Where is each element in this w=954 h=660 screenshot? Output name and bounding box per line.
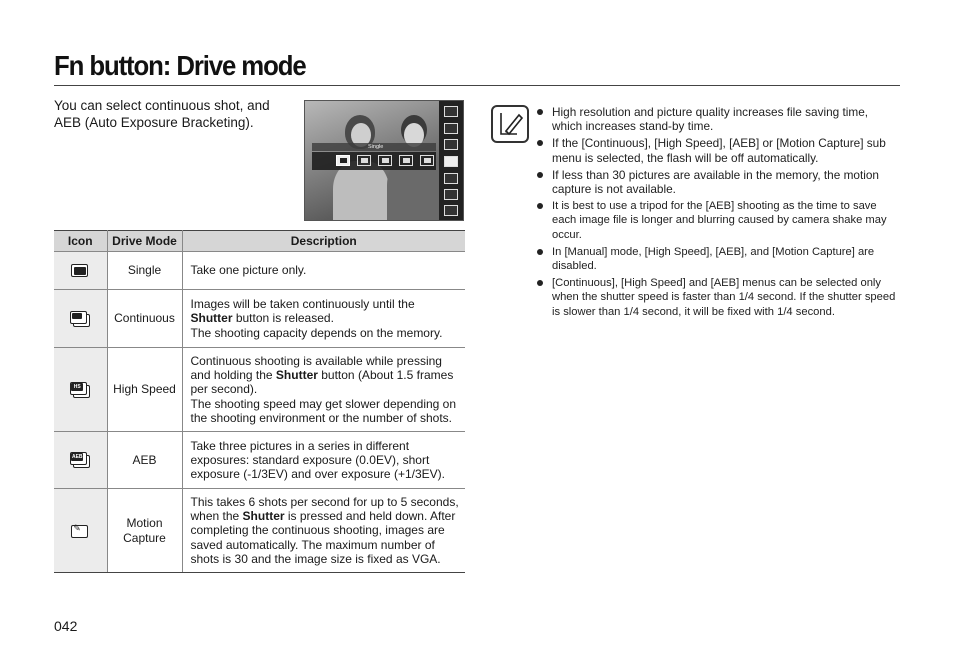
drive-mode-icon xyxy=(444,156,458,167)
note-item: [Continuous], [High Speed] and [AEB] menus can be selected only when the shutter speed is faster than 1/4 second. If the shutter speed is slower than 1/4 second, it will be fixed with 1/4 second. xyxy=(537,276,900,319)
table-row xyxy=(54,252,465,290)
camera-side-menu xyxy=(439,101,463,221)
drive-mode-description: Images will be taken continuously until the Shutter button is released. The shooting capacity depends on the memory. xyxy=(182,290,465,348)
aeb-icon: AEB xyxy=(70,452,90,468)
title-divider xyxy=(54,85,900,86)
drive-mode-description: Take three pictures in a series in different exposures: standard exposure (0.0EV), short exposure (-1/3EV) and over exposure (+1/3EV). xyxy=(182,432,465,489)
note-pencil-icon xyxy=(491,105,529,143)
note-item: High resolution and picture quality increases file saving time, which increases stand-by time. xyxy=(537,105,900,133)
column-header-icon: Icon xyxy=(54,231,107,252)
notes-list xyxy=(537,105,900,322)
bold-term: Shutter xyxy=(242,509,285,524)
drive-mode-name: High Speed xyxy=(107,348,182,432)
drive-mode-name: Single xyxy=(107,252,182,290)
drive-mode-name: AEB xyxy=(107,432,182,489)
table-row xyxy=(54,290,465,348)
motion-capture-icon: ✎ xyxy=(70,523,90,539)
note-item: In [Manual] mode, [High Speed], [AEB], and [Motion Capture] are disabled. xyxy=(537,245,900,273)
table-row xyxy=(54,432,465,489)
metering-icon xyxy=(444,173,458,184)
bold-term: Shutter xyxy=(275,368,318,383)
drive-mode-name: Continuous xyxy=(107,290,182,348)
page-title: Fn button: Drive mode xyxy=(54,50,306,81)
page-number: 042 xyxy=(54,618,78,634)
camera-screen-image xyxy=(304,100,464,221)
column-header-description: Description xyxy=(182,231,465,252)
drive-mode-description: This takes 6 shots per second for up to 5 seconds, when the Shutter is pressed and held down. After completing the continuous shooting, images are saved automatically. The maximum number of shots is 30 and the image size is fixed as VGA. xyxy=(182,489,465,573)
note-item: If the [Continuous], [High Speed], [AEB] or [Motion Capture] sub menu is selected, the flash will be off automatically. xyxy=(537,136,900,164)
manual-mode-icon xyxy=(444,106,458,117)
bold-term: Shutter xyxy=(190,311,233,326)
column-header-drive-mode: Drive Mode xyxy=(107,231,182,252)
quality-icon xyxy=(444,139,458,150)
drive-mode-description: Take one picture only. xyxy=(182,252,465,290)
continuous-icon xyxy=(70,311,90,327)
note-item: If less than 30 pictures are available in the memory, the motion capture is not available. xyxy=(537,168,900,196)
motion-capture-mode-icon xyxy=(420,155,434,166)
single-mode-icon xyxy=(336,155,350,166)
intro-text: You can select continuous shot, and AEB (Auto Exposure Bracketing). xyxy=(54,98,270,130)
drive-mode-table xyxy=(54,230,465,573)
table-row xyxy=(54,348,465,432)
aeb-mode-icon xyxy=(399,155,413,166)
camera-drive-menu xyxy=(312,152,436,170)
camera-menu-label: Single xyxy=(312,143,436,151)
size-icon xyxy=(444,123,458,134)
high-speed-icon: HS xyxy=(70,382,90,398)
high-speed-mode-icon xyxy=(378,155,392,166)
flash-off-icon xyxy=(444,205,458,216)
iso-icon xyxy=(444,189,458,200)
continuous-mode-icon xyxy=(357,155,371,166)
single-icon xyxy=(70,263,90,279)
table-row xyxy=(54,489,465,573)
photo-subject-woman xyxy=(333,161,389,221)
drive-mode-description: Continuous shooting is available while pressing and holding the Shutter button (About 1.5 frames per second). The shooting speed may get slower depending on the shooting environment or the number of shots. xyxy=(182,348,465,432)
drive-mode-name: Motion Capture xyxy=(107,489,182,573)
note-item: It is best to use a tripod for the [AEB] shooting as the time to save each image file is longer and blurring caused by camera shake may occur. xyxy=(537,199,900,242)
